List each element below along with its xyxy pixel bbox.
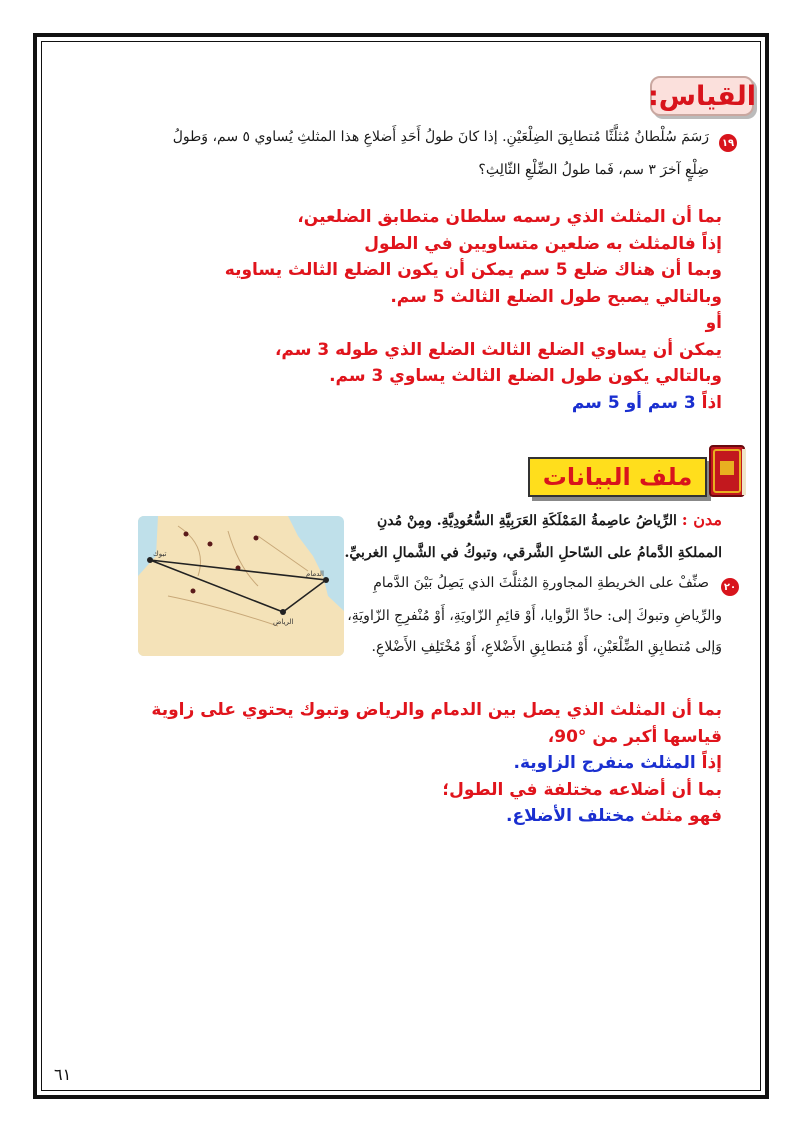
answer-19-line3: وبما أن هناك ضلع 5 سم يمكن أن يكون الضلع الثالث يساويه bbox=[224, 260, 722, 280]
book-icon bbox=[706, 443, 748, 499]
page-number: ٦١ bbox=[54, 1065, 72, 1084]
answer-20-line5-value: مختلف الأضلاع. bbox=[506, 806, 635, 826]
answer-19-line7: وبالتالي يكون طول الضلع الثالث يساوي 3 سم. bbox=[329, 366, 722, 386]
cities-intro-text: الرِّياضُ عاصِمةُ المَمْلَكَةِ العَرَبِيَّةِ السُّعُودِيَّةِ. ومِنْ مُدنِ bbox=[376, 513, 677, 529]
answer-19-line1: بما أن المثلث الذي رسمه سلطان متطابق الضلعين، bbox=[297, 207, 722, 227]
answer-19-line2: إذاً فالمثلث به ضلعين متساويين في الطول bbox=[364, 233, 722, 254]
map-label-dammam: الدمام bbox=[306, 570, 324, 578]
data-file-banner: ملف البيانات bbox=[528, 457, 707, 497]
cities-intro-line1 bbox=[376, 505, 722, 536]
answer-20-line5 bbox=[112, 803, 722, 830]
question-20-line2: والرِّياضِ وتبوكَ إلى: حادِّ الزَّوايا، أَوْ قائِمِ الزّاويَةِ، أَوْ مُنْفرِجِ الزّاويَةِ، bbox=[347, 608, 722, 624]
question-19-line1: رَسَمَ سُلْطانُ مُثلَّثًا مُتطابِقَ الضِلْعَيْنِ. إذا كانَ طولُ أَحَدِ أَضلاعِ هذا المثلثِ يُساوي ٥ سم، وَطولُ bbox=[172, 129, 709, 145]
answer-20-line3 bbox=[112, 750, 722, 777]
map-label-riyadh: الرياض bbox=[273, 618, 294, 626]
answer-19-line5: أو bbox=[705, 313, 722, 333]
answer-20-line1: بما أن المثلث الذي يصل بين الدمام والرياض وتبوك يحتوي على زاوية bbox=[151, 700, 722, 720]
answer-19-conclusion-value: 3 سم أو 5 سم bbox=[571, 392, 696, 413]
cities-intro-line2: المملكةِ الدَّمامُ على السّاحلِ الشَّرقي، وتبوكُ في الشَّمالِ الغربيِّ. bbox=[344, 545, 722, 561]
answer-19-line8 bbox=[122, 390, 722, 417]
answer-20 bbox=[112, 697, 722, 830]
answer-20-line4: بما أن أضلاعه مختلفة في الطول؛ bbox=[442, 779, 722, 800]
question-number-19: ١٩ bbox=[719, 134, 737, 152]
cities-label: مدن : bbox=[681, 510, 722, 529]
answer-20-line5-prefix: فهو مثلث bbox=[634, 806, 722, 826]
section-title-measurement: القياس: bbox=[650, 76, 754, 116]
answer-20-line3-value: المثلث منفرج الزاوية. bbox=[513, 753, 696, 773]
map-label-tabuk: تبوك bbox=[153, 550, 167, 558]
question-20-line3: وَإلى مُتطابِقِ الضِّلْعَيْنِ، أَوْ مُتطابِقِ الأَضْلاعِ، أَوْ مُخْتَلِفِ الأَضْلاعِ. bbox=[371, 639, 722, 655]
answer-19-conclusion-prefix: اذاً bbox=[695, 392, 722, 413]
question-20-line1: صنِّفْ على الخريطةِ المجاورةِ المُثلَّثَ الذي يَصِلُ بَيْنَ الدَّمامِ bbox=[373, 575, 709, 591]
saudi-map bbox=[138, 516, 344, 656]
answer-19-line6: يمكن أن يساوي الضلع الثالث الضلع الذي طوله 3 سم، bbox=[274, 339, 722, 360]
answer-19 bbox=[122, 204, 722, 416]
answer-20-line3-prefix: إذاً bbox=[695, 753, 722, 773]
answer-19-line4: وبالتالي يصبح طول الضلع الثالث 5 سم. bbox=[390, 286, 722, 307]
question-19-line2: ضِلْعٍ آخرَ ٣ سم، فَما طولُ الضِّلْعِ الثّالِثِ؟ bbox=[478, 162, 709, 178]
question-number-20: ٢٠ bbox=[721, 578, 739, 596]
answer-20-line2: قياسها أكبر من °90، bbox=[547, 726, 722, 747]
